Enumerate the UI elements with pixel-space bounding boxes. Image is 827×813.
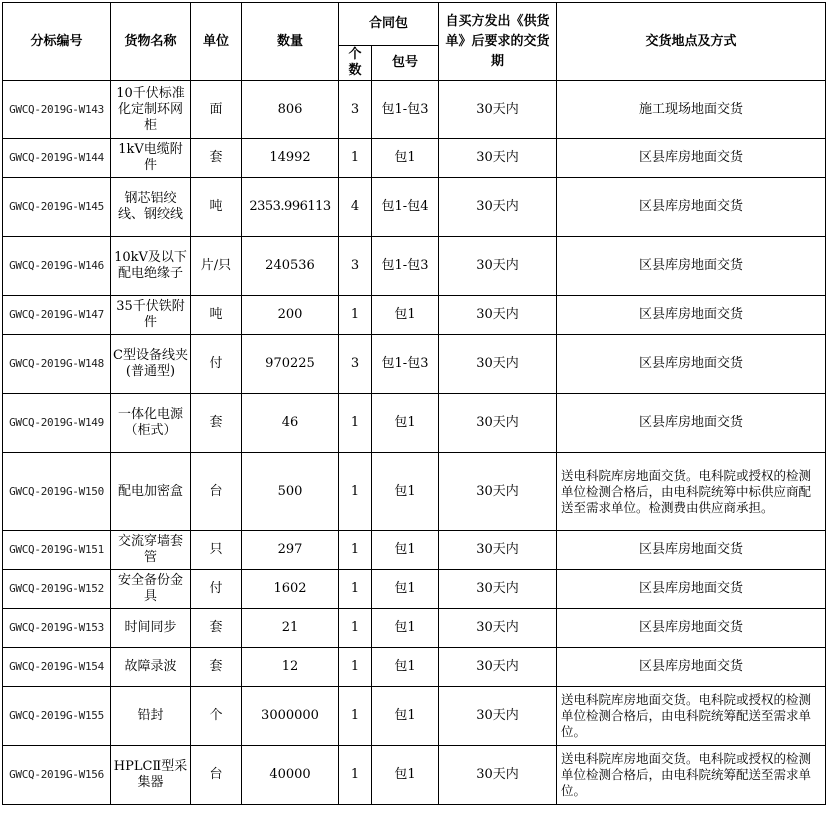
- cell-count: 3: [339, 237, 372, 296]
- cell-unit: 吨: [191, 178, 242, 237]
- cell-name: 10千伏标准化定制环网柜: [111, 81, 191, 139]
- cell-qty: 806: [242, 81, 339, 139]
- cell-code: GWCQ-2019G-W145: [3, 178, 111, 237]
- table-row: [3, 570, 826, 609]
- header-period: 自买方发出《供货单》后要求的交货期: [439, 3, 557, 81]
- cell-qty: 200: [242, 296, 339, 335]
- cell-period: 30天内: [439, 335, 557, 394]
- cell-place: 区县库房地面交货: [557, 570, 826, 609]
- header-count: 个数: [339, 46, 372, 81]
- cell-code: GWCQ-2019G-W146: [3, 237, 111, 296]
- cell-place: 送电科院库房地面交货。电科院或授权的检测单位检测合格后，由电科院统筹配送至需求单位。: [557, 746, 826, 805]
- table-row: [3, 531, 826, 570]
- cell-name: 铅封: [111, 687, 191, 746]
- table-row: [3, 609, 826, 648]
- table-row: [3, 453, 826, 531]
- header-code: 分标编号: [3, 3, 111, 81]
- cell-name: 故障录波: [111, 648, 191, 687]
- cell-qty: 970225: [242, 335, 339, 394]
- cell-period: 30天内: [439, 237, 557, 296]
- table-row: [3, 178, 826, 237]
- cell-qty: 14992: [242, 139, 339, 178]
- cell-count: 1: [339, 746, 372, 805]
- header-unit: 单位: [191, 3, 242, 81]
- cell-unit: 台: [191, 453, 242, 531]
- cell-count: 4: [339, 178, 372, 237]
- cell-code: GWCQ-2019G-W150: [3, 453, 111, 531]
- cell-place: 区县库房地面交货: [557, 335, 826, 394]
- cell-name: 一体化电源（柜式）: [111, 394, 191, 453]
- cell-place: 区县库房地面交货: [557, 648, 826, 687]
- cell-count: 1: [339, 531, 372, 570]
- cell-place: 区县库房地面交货: [557, 178, 826, 237]
- cell-count: 1: [339, 453, 372, 531]
- cell-period: 30天内: [439, 81, 557, 139]
- cell-name: 钢芯铝绞线、钢绞线: [111, 178, 191, 237]
- cell-period: 30天内: [439, 687, 557, 746]
- cell-unit: 片/只: [191, 237, 242, 296]
- cell-code: GWCQ-2019G-W152: [3, 570, 111, 609]
- cell-unit: 只: [191, 531, 242, 570]
- cell-period: 30天内: [439, 570, 557, 609]
- cell-unit: 套: [191, 139, 242, 178]
- cell-place: 区县库房地面交货: [557, 609, 826, 648]
- cell-count: 1: [339, 139, 372, 178]
- cell-period: 30天内: [439, 648, 557, 687]
- cell-code: GWCQ-2019G-W143: [3, 81, 111, 139]
- cell-name: 10kV及以下配电绝缘子: [111, 237, 191, 296]
- table-row: [3, 237, 826, 296]
- cell-count: 3: [339, 81, 372, 139]
- header-name: 货物名称: [111, 3, 191, 81]
- cell-count: 1: [339, 296, 372, 335]
- cell-period: 30天内: [439, 178, 557, 237]
- cell-unit: 套: [191, 609, 242, 648]
- cell-qty: 12: [242, 648, 339, 687]
- cell-count: 1: [339, 570, 372, 609]
- cell-pkg: 包1: [372, 531, 439, 570]
- cell-code: GWCQ-2019G-W155: [3, 687, 111, 746]
- cell-code: GWCQ-2019G-W148: [3, 335, 111, 394]
- cell-pkg: 包1: [372, 648, 439, 687]
- cell-place: 区县库房地面交货: [557, 394, 826, 453]
- cell-pkg: 包1: [372, 139, 439, 178]
- cell-pkg: 包1-包3: [372, 81, 439, 139]
- cell-code: GWCQ-2019G-W149: [3, 394, 111, 453]
- table-row: [3, 296, 826, 335]
- cell-period: 30天内: [439, 139, 557, 178]
- cell-code: GWCQ-2019G-W151: [3, 531, 111, 570]
- table-row: [3, 139, 826, 178]
- cell-pkg: 包1: [372, 746, 439, 805]
- cell-period: 30天内: [439, 296, 557, 335]
- table-row: [3, 648, 826, 687]
- table-row: [3, 335, 826, 394]
- cell-unit: 套: [191, 648, 242, 687]
- table-row: [3, 81, 826, 139]
- cell-qty: 1602: [242, 570, 339, 609]
- cell-pkg: 包1: [372, 687, 439, 746]
- cell-place: 送电科院库房地面交货。电科院或授权的检测单位检测合格后，由电科院统筹中标供应商配送至需求单位。检测费由供应商承担。: [557, 453, 826, 531]
- cell-code: GWCQ-2019G-W147: [3, 296, 111, 335]
- cell-qty: 2353.996113: [242, 178, 339, 237]
- table-row: [3, 394, 826, 453]
- cell-count: 1: [339, 609, 372, 648]
- cell-count: 3: [339, 335, 372, 394]
- cell-unit: 个: [191, 687, 242, 746]
- cell-place: 区县库房地面交货: [557, 531, 826, 570]
- cell-name: 35千伏铁附件: [111, 296, 191, 335]
- cell-name: 时间同步: [111, 609, 191, 648]
- cell-pkg: 包1: [372, 394, 439, 453]
- cell-unit: 付: [191, 570, 242, 609]
- cell-pkg: 包1-包4: [372, 178, 439, 237]
- cell-qty: 297: [242, 531, 339, 570]
- cell-pkg: 包1: [372, 570, 439, 609]
- cell-place: 区县库房地面交货: [557, 237, 826, 296]
- header-contract: 合同包: [339, 3, 439, 46]
- cell-unit: 台: [191, 746, 242, 805]
- cell-count: 1: [339, 687, 372, 746]
- cell-qty: 500: [242, 453, 339, 531]
- cell-qty: 46: [242, 394, 339, 453]
- cell-pkg: 包1-包3: [372, 237, 439, 296]
- cell-code: GWCQ-2019G-W156: [3, 746, 111, 805]
- cell-period: 30天内: [439, 531, 557, 570]
- cell-name: 安全备份金具: [111, 570, 191, 609]
- cell-qty: 21: [242, 609, 339, 648]
- cell-qty: 40000: [242, 746, 339, 805]
- cell-period: 30天内: [439, 394, 557, 453]
- cell-period: 30天内: [439, 609, 557, 648]
- cell-name: 1kV电缆附件: [111, 139, 191, 178]
- cell-pkg: 包1: [372, 296, 439, 335]
- table-row: [3, 687, 826, 746]
- cell-name: 交流穿墙套管: [111, 531, 191, 570]
- table-body: [3, 81, 826, 805]
- cell-unit: 套: [191, 394, 242, 453]
- cell-name: C型设备线夹(普通型): [111, 335, 191, 394]
- cell-unit: 付: [191, 335, 242, 394]
- header-qty: 数量: [242, 3, 339, 81]
- cell-pkg: 包1-包3: [372, 335, 439, 394]
- cell-place: 区县库房地面交货: [557, 139, 826, 178]
- cell-qty: 3000000: [242, 687, 339, 746]
- cell-period: 30天内: [439, 746, 557, 805]
- cell-pkg: 包1: [372, 609, 439, 648]
- table-row: [3, 746, 826, 805]
- cell-place: 区县库房地面交货: [557, 296, 826, 335]
- header-place: 交货地点及方式: [557, 3, 826, 81]
- delivery-table: [2, 2, 826, 805]
- cell-name: HPLCⅡ型采集器: [111, 746, 191, 805]
- cell-place: 送电科院库房地面交货。电科院或授权的检测单位检测合格后，由电科院统筹配送至需求单位。: [557, 687, 826, 746]
- cell-code: GWCQ-2019G-W154: [3, 648, 111, 687]
- cell-period: 30天内: [439, 453, 557, 531]
- cell-code: GWCQ-2019G-W153: [3, 609, 111, 648]
- header-pkg: 包号: [372, 46, 439, 81]
- cell-count: 1: [339, 394, 372, 453]
- cell-code: GWCQ-2019G-W144: [3, 139, 111, 178]
- cell-qty: 240536: [242, 237, 339, 296]
- cell-place: 施工现场地面交货: [557, 81, 826, 139]
- cell-unit: 吨: [191, 296, 242, 335]
- cell-name: 配电加密盒: [111, 453, 191, 531]
- cell-count: 1: [339, 648, 372, 687]
- cell-pkg: 包1: [372, 453, 439, 531]
- cell-unit: 面: [191, 81, 242, 139]
